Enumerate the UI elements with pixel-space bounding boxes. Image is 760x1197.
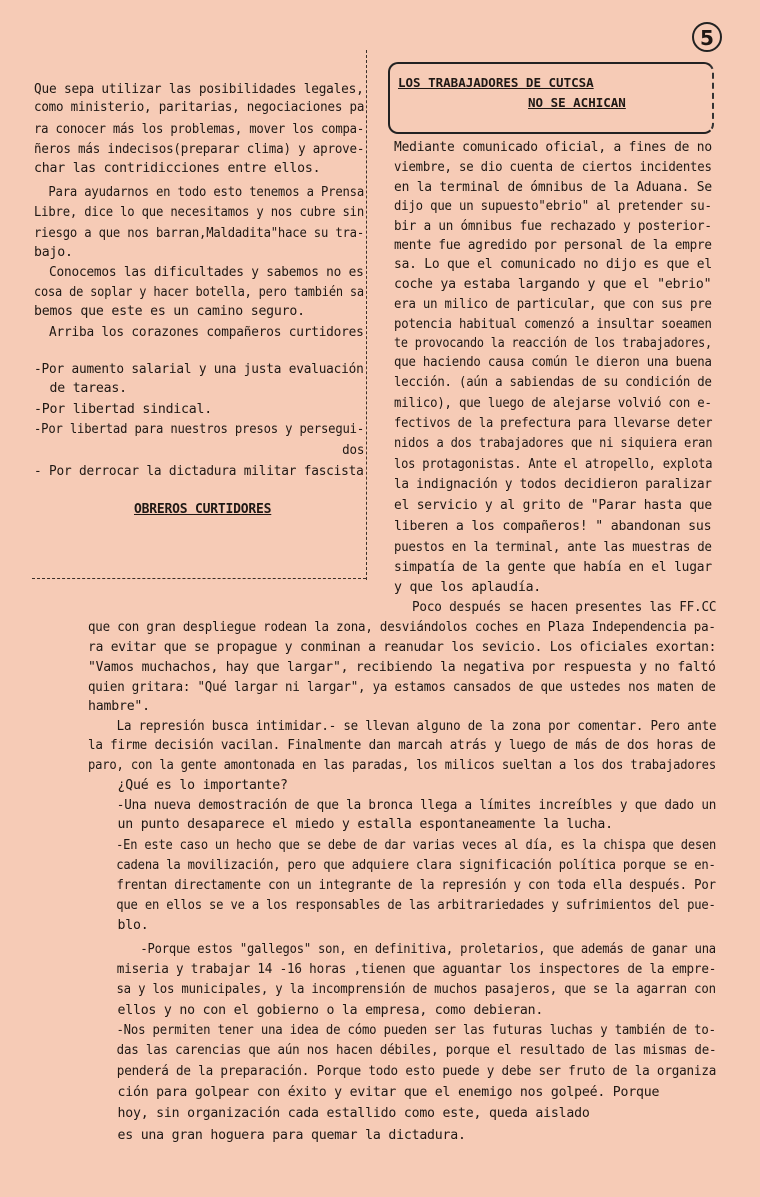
text-line: que haciendo causa común le dieron una buena: [394, 355, 712, 370]
text-line: -Nos permiten tener una idea de cómo pueden ser las futuras luchas y también de to-: [102, 1023, 716, 1038]
text-line: Mediante comunicado oficial, a fines de no: [394, 140, 712, 155]
text-line: Conocemos las dificultades y sabemos no es: [34, 265, 364, 280]
text-line: miseria y trabajar 14 -16 horas ,tienen que aguantar los inspectores de la empre-: [102, 962, 717, 977]
text-line: en la terminal de ómnibus de la Aduana. Se: [394, 180, 712, 195]
text-line: lección. (aún a sabiendas de su condición de: [394, 375, 712, 390]
text-line: - Por derrocar la dictadura militar fascista: [34, 464, 364, 479]
text-line: es una gran hoguera para quemar la dictadura.: [102, 1128, 466, 1143]
text-line: bajo.: [34, 245, 73, 260]
text-line: potencia habitual comenzó a insultar soeamen: [394, 317, 712, 332]
text-line: que en ellos se ve a los responsables de las arbitrariedades y sufrimientos del pue-: [102, 898, 716, 913]
text-line: bemos que este es un camino seguro.: [34, 304, 305, 319]
column-divider-horizontal: [32, 578, 366, 579]
text-line: -Por libertad sindical.: [34, 402, 213, 417]
text-line: penderá de la preparación. Porque todo esto puede y debe ser fruto de la organiza: [102, 1064, 717, 1079]
text-line: Arriba los corazones compañeros curtidores: [34, 325, 364, 340]
text-line: -Por libertad para nuestros presos y persegui-: [34, 422, 365, 437]
headline-line-1: LOS TRABAJADORES DE CUTCSA: [398, 75, 594, 90]
text-line: el servicio y al grito de "Parar hasta que: [394, 498, 712, 513]
text-line: como ministerio, paritarias, negociaciones pa: [34, 100, 365, 115]
text-line: la firme decisión vacilan. Finalmente dan marcah atrás y luego de más de dos horas de: [88, 738, 716, 753]
text-line: los protagonistas. Ante el atropello, explota: [394, 457, 713, 472]
text-line: mente fue agredido por personal de la empre: [394, 238, 712, 253]
text-line: Que sepa utilizar las posibilidades legales,: [34, 82, 364, 97]
headline-line-2: NO SE ACHICAN: [528, 95, 626, 110]
text-line: que con gran despliegue rodean la zona, desviándolos coches en Plaza Independencia pa-: [88, 620, 716, 635]
text-line: -Porque estos "gallegos" son, en definitiva, proletarios, que además de ganar una: [112, 942, 716, 957]
text-line: Libre, dice lo que necesitamos y nos cubre sin: [34, 205, 365, 220]
page-number: 5: [692, 22, 722, 52]
text-line: ra evitar que se propague y conminan a reanudar los sevicio. Los oficiales exortan:: [88, 640, 717, 655]
text-line: sa. Lo que el comunicado no dijo es que el: [394, 257, 712, 272]
text-line: paro, con la gente amontonada en las paradas, los milicos sueltan a los dos trabajadores: [88, 758, 716, 773]
text-line: -Una nueva demostración de que la bronca llega a límites increíbles y que dado un: [102, 798, 717, 813]
signature: OBREROS CURTIDORES: [134, 502, 272, 517]
text-line: blo.: [102, 918, 149, 933]
text-line: Para ayudarnos en todo esto tenemos a Prensa: [34, 185, 365, 200]
text-line: viembre, se dio cuenta de ciertos incidentes: [394, 160, 712, 175]
text-line: ción para golpear con éxito y evitar que el enemigo nos golpeé. Porque: [102, 1085, 660, 1100]
column-divider-vertical: [366, 50, 367, 580]
text-line: cadena la movilización, pero que adquiere clara significación política porque se en-: [102, 858, 716, 873]
text-line: -En este caso un hecho que se debe de dar varias veces al día, es la chispa que desen: [102, 838, 717, 853]
text-line: simpatía de la gente que había en el lugar: [394, 560, 712, 575]
text-line: era un milico de particular, que con sus pre: [394, 297, 712, 312]
text-line: frentan directamente con un integrante de la represión y con toda ella después. Por: [102, 878, 716, 893]
text-line: liberen a los compañeros! " abandonan sus: [394, 519, 712, 534]
text-line: Poco después se hacen presentes las FF.CC: [412, 600, 717, 615]
text-line: puestos en la terminal, ante las muestras de: [394, 540, 712, 555]
text-line: milico), que luego de alejarse volvió con e-: [394, 396, 712, 411]
text-line: das las carencias que aún nos hacen débiles, porque el resultado de las mismas de-: [102, 1043, 717, 1058]
text-line: dijo que un supuesto"ebrio" al pretender su-: [394, 199, 712, 214]
text-line: fectivos de la prefectura para llevarse deter: [394, 416, 713, 431]
text-line: hoy, sin organización cada estallido como este, queda aislado: [102, 1106, 590, 1121]
text-line: hambre".: [88, 699, 150, 714]
text-line: -Por aumento salarial y una justa evaluación: [34, 362, 364, 377]
text-line: nidos a dos trabajadores que ni siquiera eran: [394, 436, 713, 451]
text-line: y que los aplaudía.: [394, 580, 542, 595]
text-line: ra conocer más los problemas, mover los compa-: [34, 122, 365, 137]
text-line: bir a un ómnibus fue rechazado y posterior-: [394, 219, 712, 234]
text-line: la indignación y todos decidieron paralizar: [394, 477, 712, 492]
text-line: La represión busca intimidar.- se llevan alguno de la zona por comentar. Pero ante: [102, 719, 717, 734]
text-line: cosa de soplar y hacer botella, pero también sa: [34, 285, 364, 300]
text-line: un punto desaparece el miedo y estalla espontaneamente la lucha.: [102, 817, 613, 832]
text-line: quien gritara: "Qué largar ni largar", ya estamos cansados de que ustedes nos maten de: [88, 680, 716, 695]
text-line: de tareas.: [34, 381, 127, 396]
text-line: ñeros más indecisos(preparar clima) y aprove-: [34, 142, 365, 157]
text-line: sa y los municipales, y la incomprensión de muchos pasajeros, que se la agarran con: [102, 982, 716, 997]
text-line: ¿Qué es lo importante?: [102, 778, 288, 793]
text-line: ellos y no con el gobierno o la empresa, como debieran.: [102, 1003, 544, 1018]
text-line: riesgo a que nos barran,Maldadita"hace su tra-: [34, 226, 365, 241]
text-line: te provocando la reacción de los trabajadores,: [394, 336, 712, 351]
text-line: coche ya estaba largando y que el "ebrio": [394, 277, 712, 292]
text-line: "Vamos muchachos, hay que largar", recibiendo la negativa por respuesta y no faltó: [88, 660, 716, 675]
text-line: char las contridicciones entre ellos.: [34, 161, 321, 176]
text-line: dos: [34, 443, 365, 458]
